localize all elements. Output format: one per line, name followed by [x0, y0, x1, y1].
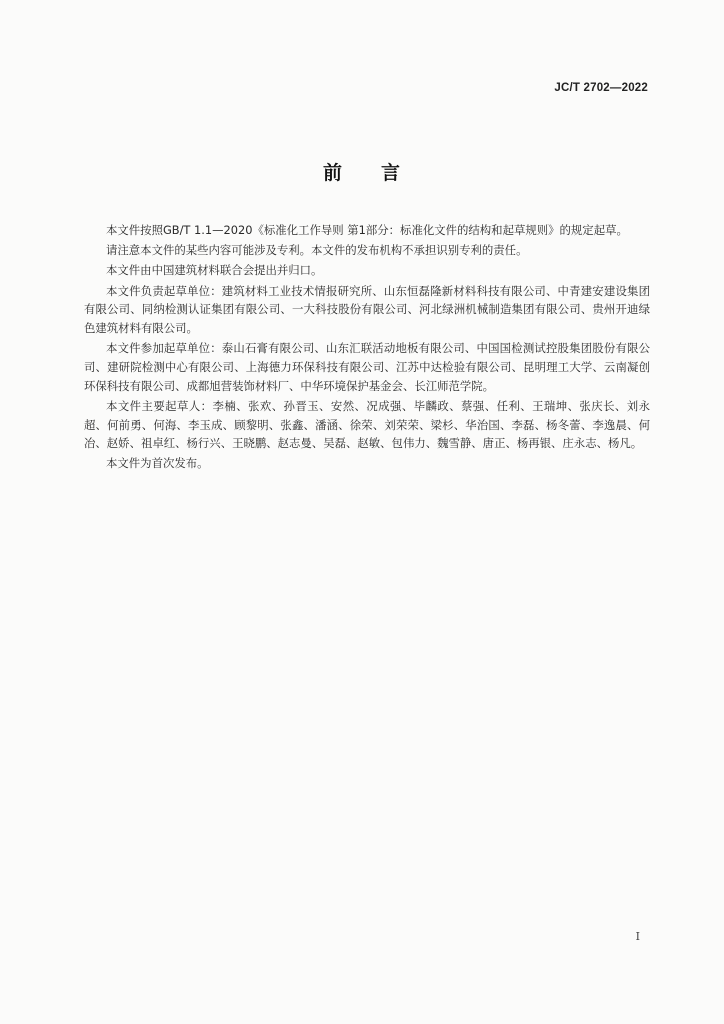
- foreword-body: [84, 221, 650, 475]
- paragraph-proposer: 本文件由中国建筑材料联合会提出并归口。: [106, 263, 323, 278]
- standard-code: JC/T 2702—2022: [554, 82, 648, 94]
- paragraph-lead-drafting-units: 本文件负责起草单位：建筑材料工业技术情报研究所、山东恒磊隆新材料科技有限公司、中青建安建设集团有限公司、同纳检测认证集团有限公司、一大科技股份有限公司、河北绿洲机械制造集团有限公司、贵州开迪绿色建筑材料有限公司。: [84, 283, 650, 336]
- paragraph-drafting-rules: 本文件按照GB/T 1.1—2020《标准化工作导则 第1部分：标准化文件的结构和起草规则》的规定起草。: [106, 223, 628, 237]
- paragraph-main-drafters: 本文件主要起草人：李楠、张欢、孙晋玉、安然、况成强、毕麟政、蔡强、任利、王瑞坤、张庆长、刘永超、何前勇、何海、李玉成、顾黎明、张鑫、潘涵、徐荣、刘荣荣、梁杉、华治国、李磊、杨冬蕾、李逸晨、何冶、赵娇、祖卓红、杨行兴、王晓鹏、赵志曼、吴磊、赵敏、包伟力、魏雪静、唐正、杨再银、庄永志、杨凡。: [84, 398, 650, 451]
- paragraph-patent-notice: 请注意本文件的某些内容可能涉及专利。本文件的发布机构不承担识别专利的责任。: [106, 243, 528, 258]
- title-char-1: 前: [322, 162, 343, 184]
- title-char-2: 言: [381, 162, 402, 184]
- paragraph-first-issue: 本文件为首次发布。: [106, 456, 209, 471]
- page-title: [0, 158, 724, 185]
- page-number: I: [635, 930, 640, 943]
- paragraph-participating-units: 本文件参加起草单位：泰山石膏有限公司、山东汇联活动地板有限公司、中国国检测试控股集团股份有限公司、建研院检测中心有限公司、上海德力环保科技有限公司、江苏中达检验有限公司、昆明理工大学、云南凝创环保科技有限公司、成都旭营装饰材料厂、中华环境保护基金会、长江师范学院。: [84, 341, 650, 393]
